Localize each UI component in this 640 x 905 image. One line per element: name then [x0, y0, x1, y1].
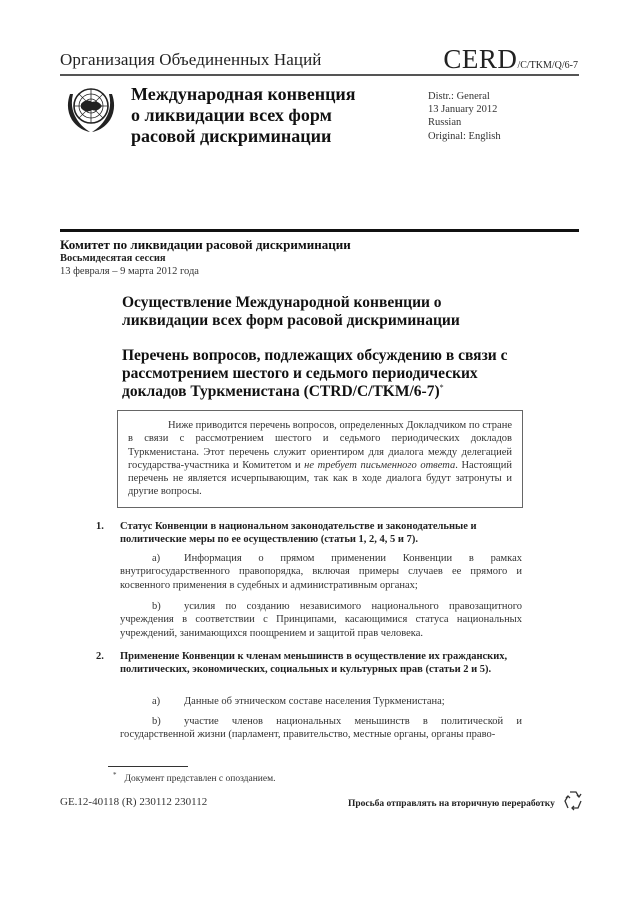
convention-title-line: расовой дискриминации [131, 126, 332, 146]
footnote [113, 771, 276, 784]
main-title-line: ликвидации всех форм расовой дискриминации [122, 312, 460, 329]
main-title-line: Осуществление Международной конвенции о [122, 294, 442, 311]
item-text: участие членов национальных меньшинств в политической и государственной жизни (парламент, правительство, местные органы, органы право- [120, 716, 522, 741]
section-heading-text: Применение Конвенции к членам меньшинств в осуществление их гражданских, политических, экономических, социальных и культурных прав (статьи 2 и 5). [120, 651, 508, 676]
un-emblem-icon [62, 80, 120, 136]
distribution-block [428, 90, 501, 143]
footnote-marker[interactable]: * [439, 382, 444, 392]
header-rule [60, 74, 579, 76]
list-item [120, 695, 522, 708]
document-symbol [443, 44, 578, 75]
sub-title-line: докладов Туркменистана (CTRD/C/TKM/6-7) [122, 383, 440, 400]
original-language: Original: English [428, 130, 501, 142]
intro-italic-text: не требует письменного ответа [304, 459, 456, 471]
intro-box [117, 410, 523, 508]
recycle-text: Просьба отправлять на вторичную переработку [348, 799, 555, 809]
footnote-text: Документ представлен с опозданием. [124, 774, 276, 785]
list-item [120, 600, 522, 640]
job-number: GE.12-40118 (R) 230112 230112 [60, 796, 208, 808]
symbol-suffix: /C/TKM/Q/6-7 [517, 60, 578, 71]
organization-name: Организация Объединенных Наций [60, 50, 322, 69]
distribution-type: Distr.: General [428, 91, 490, 102]
item-text: усилия по созданию независимого национального правозащитного учреждения в соответствии с Принципами, касающимися статуса национальных учреждений, занимающихся поощрением и защитой прав человека. [120, 601, 522, 639]
list-item [120, 552, 522, 592]
convention-title-line: о ликвидации всех форм [131, 105, 332, 125]
item-label: a) [152, 696, 161, 707]
footnote-rule [108, 766, 188, 767]
list-item [120, 715, 522, 742]
convention-title [131, 84, 356, 147]
title-rule [60, 229, 579, 232]
section-heading [96, 650, 522, 677]
item-label: a) [152, 553, 161, 564]
section-number: 2. [96, 651, 104, 662]
intro-text-end: . Настоящий перечень не является исчерпывающим, так как в ходе диалога будут затронуты и другие вопросы. [128, 459, 512, 498]
item-label: b) [152, 716, 161, 727]
committee-name: Комитет по ликвидации расовой дискриминации [60, 237, 351, 252]
session-dates: 13 февраля – 9 марта 2012 года [60, 266, 199, 277]
main-title [122, 294, 542, 330]
sub-title-line: Перечень вопросов, подлежащих обсуждению в связи с [122, 347, 508, 364]
section-heading [96, 520, 522, 547]
section-heading-text: Статус Конвенции в национальном законодательстве и законодательные и политические меры по ее осуществлению (статьи 1, 2, 4, 5 и 7). [120, 521, 477, 546]
convention-title-line: Международная конвенция [131, 84, 356, 104]
session-name: Восьмидесятая сессия [60, 253, 166, 264]
sub-title-line: рассмотрением шестого и седьмого периодических [122, 365, 478, 382]
symbol-main: CERD [443, 44, 518, 74]
committee-block [60, 237, 351, 278]
item-text: Данные об этническом составе населения Туркменистана; [184, 696, 445, 707]
document-language: Russian [428, 117, 462, 129]
item-label: b) [152, 601, 161, 612]
intro-text: Ниже приводится перечень вопросов, определенных Докладчиком по стране в связи с рассмотрением шестого и седьмого периодических докладов Туркменистана. Этот перечень служит ориентиром для диалога между делегацией государства-участника и Комитетом и [128, 420, 512, 471]
section-number: 1. [96, 521, 104, 532]
item-text: Информация о прямом применении Конвенции в рамках внутригосударственного правопорядка, включая примеры случаев ее прямого и косвенного применения в судебных и административным органах; [120, 553, 522, 591]
sub-title [122, 347, 542, 401]
recycle-icon [562, 789, 584, 813]
issue-date: 13 January 2012 [428, 104, 498, 116]
footnote-marker: * [113, 771, 117, 779]
